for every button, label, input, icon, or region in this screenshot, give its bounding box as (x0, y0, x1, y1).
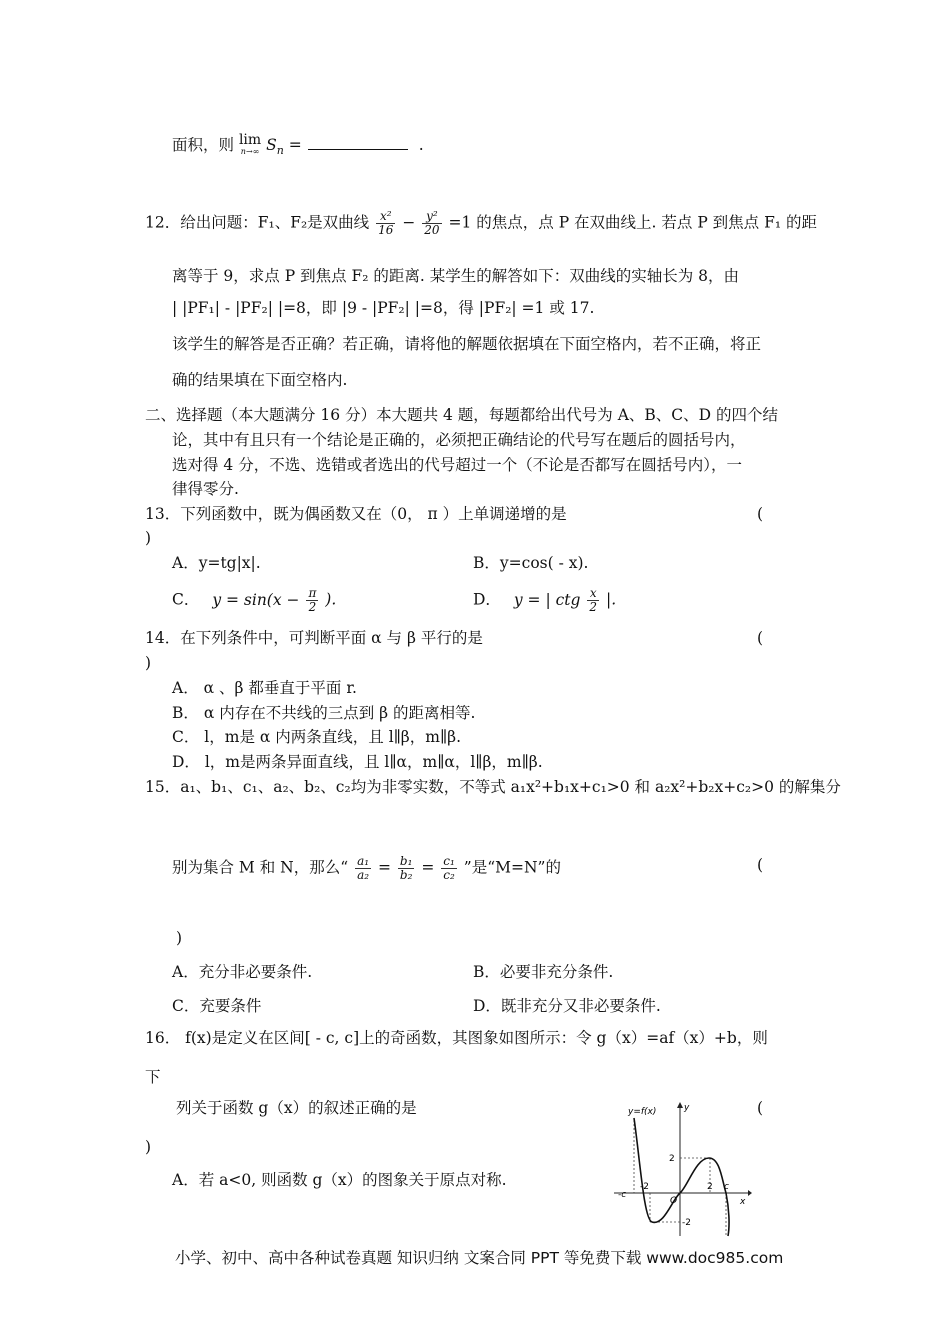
x-tick-c: c (724, 1182, 729, 1192)
frac-num: b₁ (399, 854, 413, 868)
fraction-a1-a2 (355, 855, 371, 882)
q13-answer-paren-close[interactable]: ) (145, 529, 152, 547)
page-footer: 小学、初中、高中各种试卷真题 知识归纳 文案合同 PPT 等免费下载 www.doc985.com (175, 1249, 784, 1267)
q15-option-d: D．既非充分又非必要条件. (473, 997, 661, 1015)
section2-line1: 二、选择题（本大题满分 16 分）本大题共 4 题，每题都给出代号为 A、B、C、D 的四个结 (145, 406, 779, 424)
s-variable: S (266, 136, 277, 154)
q14-stem: 14．在下列条件中，可判断平面 α 与 β 平行的是 (145, 629, 483, 647)
frac-num: x (587, 587, 599, 601)
frac-den: 20 (424, 223, 440, 237)
q12-line4: 该学生的解答是否正确？若正确，请将他的解题依据填在下面空格内，若不正确，将正 (172, 335, 762, 353)
x-tick-2: 2 (707, 1182, 713, 1192)
q13-answer-paren-open[interactable]: ( (757, 505, 764, 523)
y-axis-arrow-icon (677, 1102, 683, 1108)
frac-num: a₁ (357, 854, 370, 868)
section2-line3: 选对得 4 分，不选、选错或者选出的代号超过一个（不论是否都写在圆括号内），一 (172, 456, 742, 474)
y-tick-neg2: -2 (682, 1218, 691, 1228)
fraction-b1-b2 (398, 855, 415, 882)
q16-stem: 16． f(x)是定义在区间[ - c, c]上的奇函数，其图象如图所示：令 g（x）=af（x）+b，则 (145, 1029, 768, 1047)
fraction-c1-c2 (441, 855, 457, 882)
q12-text-b: =1 的焦点，点 P 在双曲线上. 若点 P 到焦点 F₁ 的距 (448, 213, 818, 232)
y-axis-label: y (684, 1103, 690, 1113)
q14-option-c: C． l，m是 α 内两条直线，且 l∥β，m∥β. (172, 728, 462, 746)
fraction-x2-16 (376, 210, 395, 237)
q14-option-b: B． α 内存在不共线的三点到 β 的距离相等. (172, 704, 476, 722)
q12-text-a: 12．给出问题：F₁、F₂是双曲线 (145, 213, 370, 232)
option-d-label: D． (473, 590, 501, 609)
x-axis-label: x (740, 1197, 746, 1207)
function-graph (612, 1100, 752, 1240)
frac-den: a₂ (357, 868, 370, 882)
period: . (418, 136, 424, 154)
frac-num: π (308, 586, 317, 600)
equals-sign: = (421, 858, 435, 877)
q16-option-a: A．若 a<0, 则函数 g（x）的图象关于原点对称. (172, 1171, 507, 1189)
frac-num: x² (376, 210, 395, 224)
q14-option-d: D． l，m是两条异面直线，且 l∥α，m∥α，l∥β，m∥β. (172, 753, 543, 771)
lim-label: lim (238, 132, 262, 148)
equals-sign: = (288, 136, 302, 154)
curve-label: y=f(x) (628, 1107, 657, 1117)
q16-line2: 下 (145, 1068, 161, 1086)
q15-stem: 15．a₁、b₁、c₁、a₂、b₂、c₂均为非零实数，不等式 a₁x²+b₁x+c₁>0 和 a₂x²+b₂x+c₂>0 的解集分 (145, 778, 841, 796)
frac-num: c₁ (443, 854, 455, 868)
q15-answer-paren-close[interactable]: ) (176, 929, 183, 947)
q16-answer-paren-close[interactable]: ) (145, 1138, 152, 1156)
lim-subscript: n→∞ (240, 147, 260, 156)
q12-line2: 离等于 9，求点 P 到焦点 F₂ 的距离. 某学生的解答如下：双曲线的实轴长为 8，由 (172, 267, 740, 285)
option-c-label: C． (172, 590, 200, 609)
q14-answer-paren-open[interactable]: ( (757, 629, 764, 647)
option-d-expr-b: |. (605, 590, 617, 609)
q15-answer-paren-open[interactable]: ( (757, 856, 764, 874)
fraction-x-2 (587, 587, 599, 614)
q11-tail (172, 134, 424, 161)
q13-option-d (473, 587, 616, 614)
q13-stem: 13．下列函数中，既为偶函数又在（0， π ）上单调递增的是 (145, 505, 567, 523)
q13-option-c (172, 587, 336, 614)
q16-line3: 列关于函数 g（x）的叙述正确的是 (176, 1099, 417, 1117)
q14-option-a: A． α 、β 都垂直于平面 r. (172, 679, 357, 697)
q14-answer-paren-close[interactable]: ) (145, 654, 152, 672)
limit-expression (239, 134, 261, 158)
minus-sign: − (402, 213, 416, 232)
section2-line4: 律得零分. (172, 480, 239, 498)
option-c-expr-a: y = sin(x − (212, 590, 300, 609)
option-d-expr-a: y = | ctg (513, 590, 581, 609)
x-tick-neg-c: -c (618, 1190, 627, 1200)
answer-blank[interactable] (308, 135, 408, 150)
frac-den: c₂ (443, 868, 455, 882)
y-tick-2: 2 (669, 1154, 675, 1164)
frac-den: 2 (589, 600, 598, 614)
frac-den: 2 (308, 600, 317, 614)
equals-sign: = (377, 858, 391, 877)
frac-num: y² (422, 210, 441, 224)
section2-line2: 论，其中有且只有一个结论是正确的，必须把正确结论的代号写在题后的圆括号内， (172, 431, 746, 449)
frac-den: b₂ (399, 868, 413, 882)
q13-option-a: A．y=tg|x|. (172, 554, 261, 572)
q15-line2 (172, 855, 561, 882)
q12-line3: | |PF₁| - |PF₂| |=8，即 |9 - |PF₂| |=8，得 |PF₂| =1 或 17. (172, 299, 595, 317)
q15-option-a: A．充分非必要条件. (172, 963, 313, 981)
x-axis-arrow-icon (748, 1190, 752, 1196)
fraction-y2-20 (422, 210, 441, 237)
option-c-expr-b: ). (325, 590, 337, 609)
q15-text-b: ”是“M=N”的 (463, 858, 561, 877)
fraction-pi-2 (306, 587, 318, 614)
x-tick-neg2: -2 (640, 1182, 649, 1192)
q13-option-b: B．y=cos( - x). (473, 554, 589, 572)
q12-line5: 确的结果填在下面空格内. (172, 371, 348, 389)
q15-text-a: 别为集合 M 和 N，那么“ (172, 858, 349, 877)
q16-answer-paren-open[interactable]: ( (757, 1099, 764, 1117)
q15-option-b: B．必要非充分条件. (473, 963, 614, 981)
s-subscript: n (276, 144, 284, 158)
q12-line1 (145, 210, 817, 237)
q15-option-c: C．充要条件 (172, 997, 262, 1015)
origin-label: O (670, 1196, 678, 1206)
q11-text: 面积，则 (172, 136, 235, 154)
frac-den: 16 (378, 223, 394, 237)
